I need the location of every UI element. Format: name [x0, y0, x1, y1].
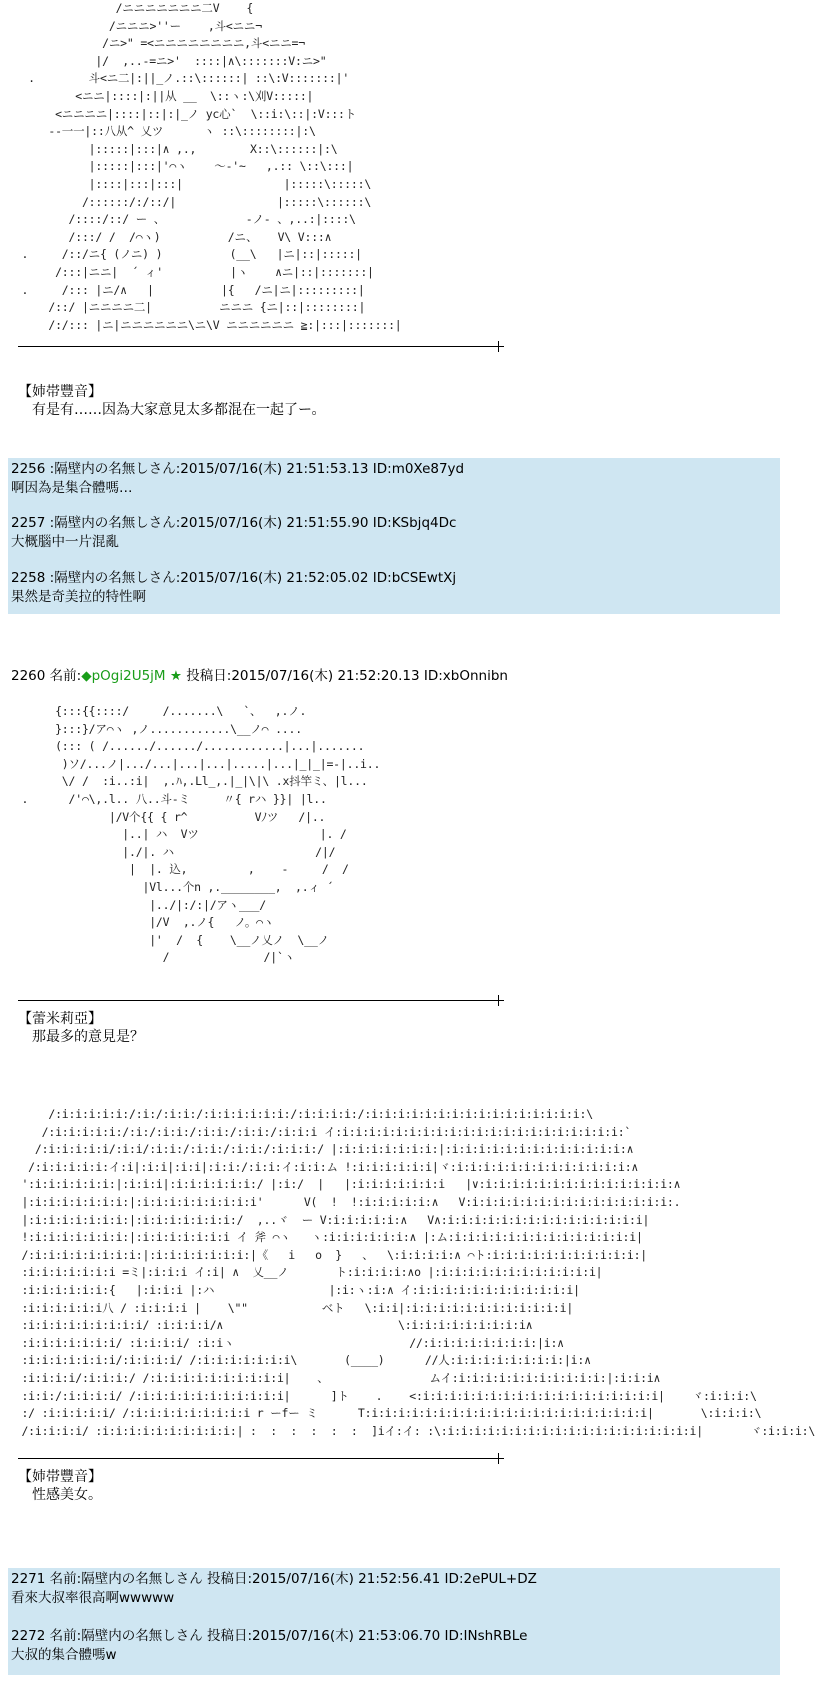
post-meta: 投稿日:2015/07/16(木) 21:52:20.13 ID:xbOnnibn	[181, 668, 508, 684]
op-post-header	[11, 667, 508, 686]
speaker-name: 【姉帯豐音】	[18, 1469, 102, 1485]
post-body: 大叔的集合體嗎w	[11, 1647, 117, 1663]
post-body: 看來大叔率很高啊wwwww	[11, 1590, 175, 1606]
divider-tick	[498, 995, 499, 1006]
author-trip: ◆pOgi2U5jM	[81, 668, 166, 684]
divider	[18, 1000, 504, 1001]
ascii-art-top: /ニニニニニニニ二V { /ニニニ>''ー ,斗<ニニ¬ /ニ>" =<ニニニニニニニニ,斗<ニニ=¬ |/ ,..-=ニ>' ::::|∧\:::::::V:ニ>" . 斗<ニ二|:||_ノ.::\::::::| ::\:V:::::::|' <ニニ|::::|:||从 __ \::ヽ:\刈V:::::| <ニニニニ|::::|::|:|_ノ yc心` \::i:\::|:V:::ト --一一|::八从^ 乂ツ ヽ ::\::::::::|:\ |:::::|:::|∧ ,., X::\::::::|:\ |:::::|:::|'⌒ヽ ～-'~ ,.:: \::\:::| |::::|:::|:::| |:::::\:::::\ /::::::/:/::/| |:::::\::::::\ /::::/::/ ー 、 -ノ- 、,..:|::::\ /:::/ / /⌒ヽ) /ニ、 V\ V:::∧ . /::/ニ{ (ノニ) ) (__\ |ニ|::|:::::| /:::|ニニ| ´ ィ' |ヽ ∧ニ|::|:::::::| . /::: |ニ/∧ | |{ /ニ|ニ|:::::::::| /::/ |ニニニニ二| ニニニ {ニ|::|::::::::| /:/::: |ニ|ニニニニニニ\ニ\V ニニニニニニ ≧:|:::|:::::::|	[21, 1, 402, 332]
speaker-name: 【蕾米莉亞】	[18, 1011, 102, 1027]
post	[11, 514, 456, 552]
ascii-art-bottom: /:i:i:i:i:i:/:i:/:i:i:/:i:i:i:i:i:i:/:i:i:i:i:/:i:i:i:i:i:i:i:i:i:i:i:i:i:i:i:i:\ /:i:i:i:i:i:/:i:/:i:i:/:i:i:/:i:i:/:i:i:i イ:i:i:i:i:i:i:i:i:i:i:i:i:i:i:i:i:i:i:i:i:i:` /:i:i:i:i:i/:i:i/:i:i:/:i:i:/:i:i:/:i:i:i:/ |:i:i:i:i:i:i:i:|:i:i:i:i:i:i:i:i:i:i:i:i:i:∧ /:i:i:i:i:i:イ:i|:i:i|:i:i|:i:i:/:i:i:イ:i:i:ム !:i:i:i:i:i:i|ヾ:i:i:i:i:i:i:i:i:i:i:i:i:i:∧ ':i:i:i:i:i:i:|:i:i:i|:i:i:i:i:i:i:/ |:i:/ | |:i:i:i:i:i:i:i |∨:i:i:i:i:i:i:i:i:i:i:i:i:i:i:∧ |:i:i:i:i:i:i:i:|:i:i:i:i:i:i:i:i:i' V( ! !:i:i:i:i:i:∧ V:i:i:i:i:i:i:i:i:i:i:i:i:i:i:i:. |:i:i:i:i:i:i:i:|:i:i:i:i:i:i:i:/ ,..ヾ ー V:i:i:i:i:i:∧ V∧:i:i:i:i:i:i:i:i:i:i:i:i:i:i:i| !:i:i:i:i:i:i:i:|:i:i:i:i:i:i:i イ 斧 ⌒ヽ ヽ:i:i:i:i:i:i:∧ |:ム:i:i:i:i:i:i:i:i:i:i:i:i:i:i| /:i:i:i:i:i:i:i:i:|:i:i:i:i:i:i:i:|《 i o } 、 \:i:i:i:i:∧ ⌒ト:i:i:i:i:i:i:i:i:i:i:i:| :i:i:i:i:i:i:i =ミ|:i:i:i イ:i| ∧ 乂__ノ ト:i:i:i:i:∧o |:i:i:i:i:i:i:i:i:i:i:i:i| :i:i:i:i:i:i:{ |:i:i:i |:ハ |:i:ヽ:i:∧ イ:i:i:i:i:i:i:i:i:i:i:i:i| :i:i:i:i:i:i八 / :i:i:i:i | \"" ベト \:i:i|:i:i:i:i:i:i:i:i:i:i:i:i| :i:i:i:i:i:i:i:i:i/ :i:i:i:i/∧ \:i:i:i:i:i:i:i:i:i∧ :i:i:i:i:i:i:i/ :i:i:i:i/ :i:iヽ //:i:i:i:i:i:i:i:i:|i:∧ :i:i:i:i:i:i:i/:i:i:i:i/ /:i:i:i:i:i:i:i\ (____) //人:i:i:i:i:i:i:i:i:|i:∧ :i:i:i:i/:i:i:i:/ /:i:i:i:i:i:i:i:i:i:i| 、 ムイ:i:i:i:i:i:i:i:i:i:i:i:|:i:i:i∧ :i:i:/:i:i:i:i/ /:i:i:i:i:i:i:i:i:i:i:i| ]ト . <:i:i:i:i:i:i:i:i:i:i:i:i:i:i:i:i:i:i| ヾ:i:i:i:\ :/ :i:i:i:i:i/ /:i:i:i:i:i:i:i:i:i r ーfー ミ T:i:i:i:i:i:i:i:i:i:i:i:i:i:i:i:i:i:i:i:i:i| \:i:i:i:\ /:i:i:i:i/ :i:i:i:i:i:i:i:i:i:i:| : : : : : : ]iイ:イ: :\:i:i:i:i:i:i:i:i:i:i:i:i:i:i:i:i:i:i:i| ヾ:i:i:i:\	[21, 1107, 815, 1438]
speech-line: 有是有……因為大家意見太多都混在一起了ー。	[32, 402, 326, 418]
ascii-art-middle: {:::{{::::/ /.......\ `、 ,.ノ. }:::}/ア⌒ヽ ,ノ............\__ノ⌒ .... (::: ( /....../....../............|...|....... )ソ/...ノ|.../...|...|...|.....|...|_|_|=-|..i.. \/ / :i..:i| ,.ﾊ,.Ll_,.|_|\|\ .x抖竿ミ、|l... . /'⌒\,.l.. 八..斗-ミ 〃{ rハ }}| |l.. |/V个{{ { r^ Vﾉツ /|.. |..| ハ Vツ |. / |./|. ハ /|/ | |. 込, , - / / |Vl...个n ,.________, ,.ィ ´ |../|:/:|/アヽ___/ |/V ,.ノ{ ノ。⌒ヽ |' / { \__ノ乂ノ \__ノ / /|`ヽ	[21, 704, 381, 965]
post-name-label: 名前:	[49, 668, 82, 684]
divider-tick	[498, 1453, 499, 1464]
star-icon: ★	[169, 668, 182, 684]
speech-line: 那最多的意見是？	[32, 1029, 144, 1045]
post	[11, 1570, 537, 1608]
post-number: 2260	[11, 668, 46, 684]
speaker-name: 【姉帯豐音】	[18, 384, 102, 400]
divider	[18, 346, 504, 347]
post-body: 大概腦中一片混亂	[11, 534, 119, 550]
post-header: 2258 :隔壁内の名無しさん:2015/07/16(木) 21:52:05.02 ID:bCSEwtXj	[11, 570, 457, 586]
post-header: 2257 :隔壁内の名無しさん:2015/07/16(木) 21:51:55.90 ID:KSbjq4Dc	[11, 515, 457, 531]
post-header: 2271 名前:隔壁内の名無しさん 投稿日:2015/07/16(木) 21:52:56.41 ID:2ePUL+DZ	[11, 1571, 537, 1587]
post	[11, 460, 464, 498]
divider-tick	[498, 341, 499, 352]
post	[11, 569, 456, 607]
post-header: 2256 :隔壁内の名無しさん:2015/07/16(木) 21:51:53.13 ID:m0Xe87yd	[11, 461, 465, 477]
speech-line: 性感美女。	[32, 1487, 102, 1503]
post-body: 啊因為是集合體嗎…	[11, 480, 133, 496]
post	[11, 1627, 527, 1665]
divider	[18, 1458, 504, 1459]
post-header: 2272 名前:隔壁内の名無しさん 投稿日:2015/07/16(木) 21:53:06.70 ID:INshRBLe	[11, 1628, 528, 1644]
post-body: 果然是奇美拉的特性啊	[11, 589, 146, 605]
